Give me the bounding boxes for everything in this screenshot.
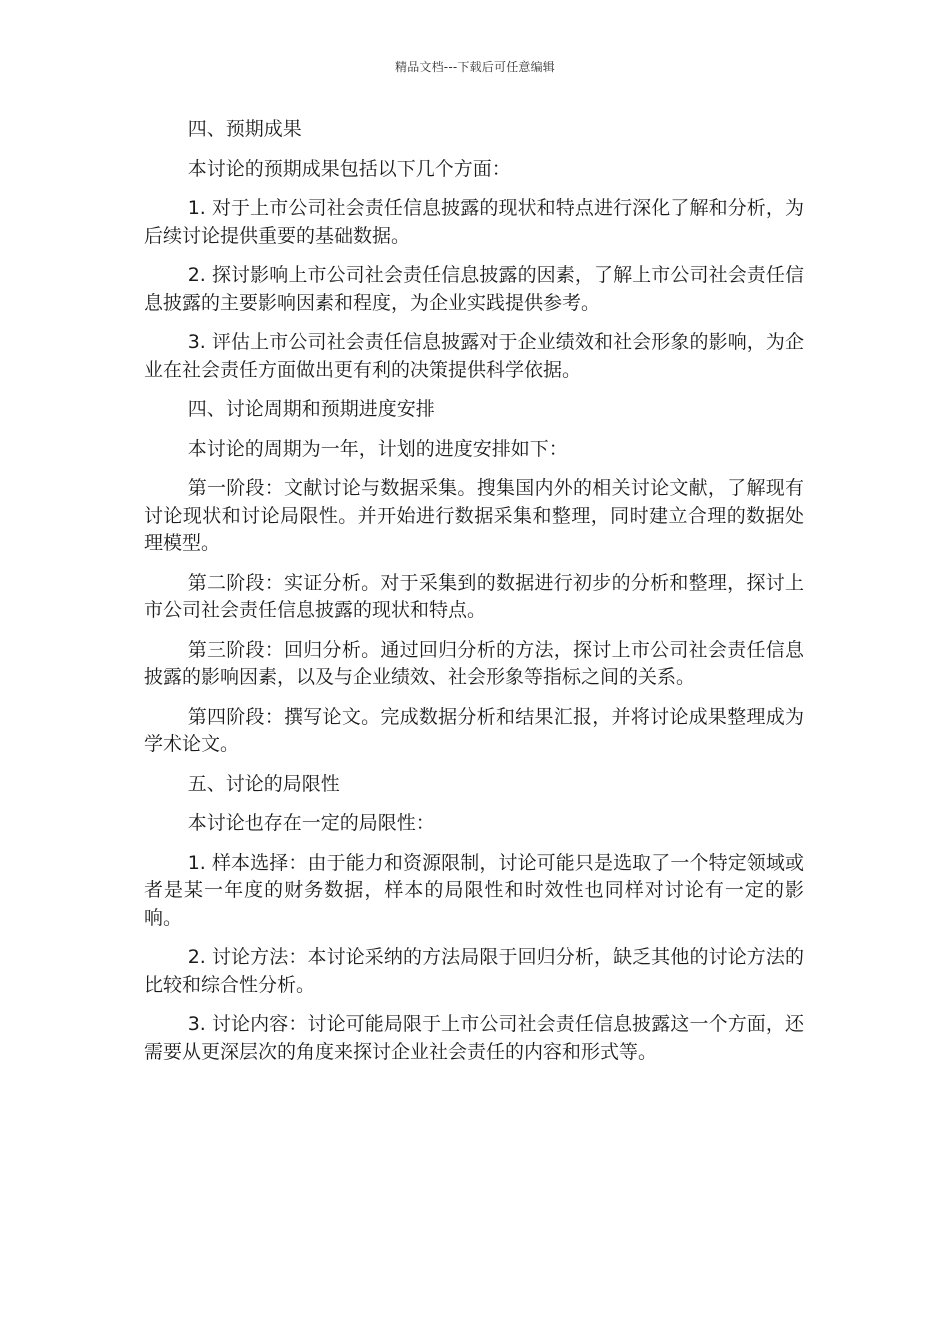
paragraph-result-2: 2. 探讨影响上市公司社会责任信息披露的因素，了解上市公司社会责任信息披露的主要影响因素和程度，为企业实践提供参考。 (144, 264, 804, 314)
section-heading-limitations: 五、讨论的局限性 (187, 772, 340, 795)
paragraph-stage-2: 第二阶段：实证分析。对于采集到的数据进行初步的分析和整理，探讨上市公司社会责任信息披露的现状和特点。 (144, 571, 804, 621)
paragraph-intro-results: 本讨论的预期成果包括以下几个方面： (187, 157, 511, 180)
paragraph-result-3: 3. 评估上市公司社会责任信息披露对于企业绩效和社会形象的影响，为企业在社会责任方面做出更有利的决策提供科学依据。 (144, 331, 804, 381)
paragraph-limitation-2: 2. 讨论方法：本讨论采纳的方法局限于回归分析，缺乏其他的讨论方法的比较和综合性分析。 (144, 946, 804, 996)
paragraph-intro-schedule: 本讨论的周期为一年，计划的进度安排如下： (187, 437, 568, 460)
section-heading-schedule: 四、讨论周期和预期进度安排 (187, 398, 435, 420)
section-heading-expected-results: 四、预期成果 (187, 118, 302, 140)
document-body (144, 116, 804, 1078)
paragraph-stage-3: 第三阶段：回归分析。通过回归分析的方法，探讨上市公司社会责任信息披露的影响因素，以及与企业绩效、社会形象等指标之间的关系。 (144, 638, 804, 688)
paragraph-stage-1: 第一阶段：文献讨论与数据采集。搜集国内外的相关讨论文献，了解现有讨论现状和讨论局限性。并开始进行数据采集和整理，同时建立合理的数据处理模型。 (144, 477, 804, 554)
paragraph-result-1: 1. 对于上市公司社会责任信息披露的现状和特点进行深化了解和分析，为后续讨论提供重要的基础数据。 (144, 197, 804, 247)
paragraph-limitation-1: 1. 样本选择：由于能力和资源限制，讨论可能只是选取了一个特定领域或者是某一年度的财务数据，样本的局限性和时效性也同样对讨论有一定的影响。 (144, 851, 804, 929)
paragraph-intro-limitations: 本讨论也存在一定的局限性： (187, 812, 435, 834)
page-header: 精品文档---下载后可任意编辑 (395, 60, 555, 74)
paragraph-limitation-3: 3. 讨论内容：讨论可能局限于上市公司社会责任信息披露这一个方面，还需要从更深层次的角度来探讨企业社会责任的内容和形式等。 (144, 1013, 804, 1063)
paragraph-stage-4: 第四阶段：撰写论文。完成数据分析和结果汇报，并将讨论成果整理成为学术论文。 (144, 705, 804, 755)
